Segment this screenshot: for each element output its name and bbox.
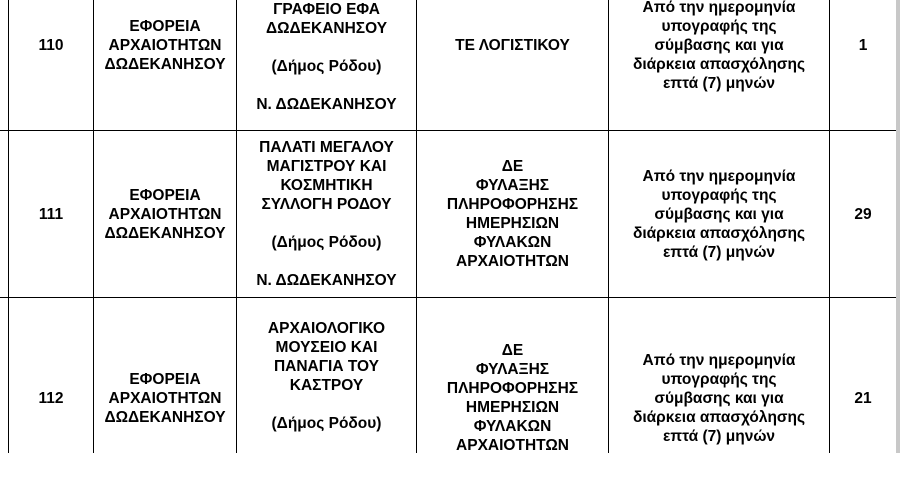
row-number-cell (9, 131, 93, 297)
duration-line: διάρκεια απασχόλησης (632, 224, 806, 242)
duration-line: διάρκεια απασχόλησης (632, 55, 806, 73)
prefecture: Ν. ΔΩΔΕΚΑΝΗΣΟΥ (256, 96, 397, 113)
specialty-line: ΦΥΛΑΚΩΝ (473, 234, 552, 251)
service-line: ΑΡΧΑΙΟΤΗΤΩΝ (108, 389, 222, 407)
duration-line: σύμβασης και για (654, 205, 784, 223)
location-line: ΠΑΝΑΓΙΑ ΤΟΥ (273, 358, 380, 375)
duration-line: υπογραφής της (661, 370, 777, 388)
municipality: (Δήμος Ρόδου) (271, 58, 382, 75)
specialty-cell (417, 0, 608, 130)
service-cell (94, 131, 236, 297)
duration-line: διάρκεια απασχόλησης (632, 408, 806, 426)
duration-line: επτά (7) μηνών (662, 74, 776, 92)
service-line: ΑΡΧΑΙΟΤΗΤΩΝ (108, 205, 222, 223)
prefecture: Ν. ΔΩΔΕΚΑΝΗΣΟΥ (256, 272, 397, 289)
specialty-line: ΦΥΛΑΞΗΣ (475, 361, 550, 378)
service-line: ΕΦΟΡΕΙΑ (129, 370, 201, 388)
specialty-line: ΦΥΛΑΚΩΝ (473, 418, 552, 435)
duration-cell (609, 298, 829, 498)
location-cell (237, 319, 416, 439)
duration-line: σύμβασης και για (654, 36, 784, 54)
location-cell (237, 131, 416, 297)
municipality: (Δήμος Ρόδου) (271, 234, 382, 251)
duration-line: Από την ημερομηνία (642, 351, 796, 369)
location-line: ΠΑΛΑΤΙ ΜΕΓΑΛΟΥ (259, 139, 394, 156)
duration-cell (609, 0, 829, 130)
municipality: (Δήμος Ρόδου) (271, 415, 382, 432)
specialty-line: ΑΡΧΑΙΟΤΗΤΩΝ (456, 253, 569, 270)
location-line: ΑΡΧΑΙΟΛΟΓΙΚΟ (267, 320, 386, 337)
duration-line: επτά (7) μηνών (662, 427, 776, 445)
duration-line: Από την ημερομηνία (642, 167, 796, 185)
row-number: 110 (38, 36, 64, 54)
service-cell (94, 0, 236, 130)
service-line: ΑΡΧΑΙΟΤΗΤΩΝ (108, 36, 222, 54)
specialty-cell (417, 131, 608, 297)
duration-cell (609, 131, 829, 297)
specialty-line: ΠΛΗΡΟΦΟΡΗΣΗΣ (446, 380, 579, 397)
specialty-cell (417, 298, 608, 498)
service-line: ΔΩΔΕΚΑΝΗΣΟΥ (104, 408, 226, 426)
service-line: ΕΦΟΡΕΙΑ (129, 17, 201, 35)
row-number: 112 (38, 389, 64, 407)
count-cell (830, 0, 896, 130)
location-line: ΜΟΥΣΕΙΟ ΚΑΙ (275, 339, 378, 356)
row-number-cell (9, 0, 93, 130)
specialty-line: ΤΕ ΛΟΓΙΣΤΙΚΟΥ (455, 36, 570, 54)
duration-line: υπογραφής της (661, 17, 777, 35)
location-cell (237, 0, 416, 130)
location-line: ΜΑΓΙΣΤΡΟΥ ΚΑΙ (266, 158, 387, 175)
position-count: 29 (854, 205, 872, 223)
location-line: ΣΥΛΛΟΓΗ ΡΟΔΟΥ (261, 196, 392, 213)
specialty-line: ΦΥΛΑΞΗΣ (475, 177, 550, 194)
position-count: 1 (858, 36, 868, 54)
count-cell (830, 298, 896, 498)
duration-line: Από την ημερομηνία (642, 0, 796, 16)
page-edge (896, 0, 900, 453)
service-line: ΔΩΔΕΚΑΝΗΣΟΥ (104, 224, 226, 242)
duration-line: επτά (7) μηνών (662, 243, 776, 261)
service-line: ΕΦΟΡΕΙΑ (129, 186, 201, 204)
location-line: ΓΡΑΦΕΙΟ ΕΦΑ (273, 1, 380, 18)
duration-line: σύμβασης και για (654, 389, 784, 407)
service-line: ΔΩΔΕΚΑΝΗΣΟΥ (104, 55, 226, 73)
service-cell (94, 298, 236, 498)
count-cell (830, 131, 896, 297)
location-line: ΔΩΔΕΚΑΝΗΣΟΥ (265, 20, 388, 37)
specialty-line: ΗΜΕΡΗΣΙΩΝ (465, 215, 560, 232)
specialty-line: ΔΕ (501, 158, 524, 175)
location-line: ΚΟΣΜΗΤΙΚΗ (280, 177, 373, 194)
specialty-line: ΠΛΗΡΟΦΟΡΗΣΗΣ (446, 196, 579, 213)
location-line: ΚΑΣΤΡΟΥ (289, 377, 364, 394)
specialty-line: ΔΕ (501, 342, 524, 359)
specialty-line: ΗΜΕΡΗΣΙΩΝ (465, 399, 560, 416)
row-number: 111 (38, 205, 64, 223)
specialty-line: ΑΡΧΑΙΟΤΗΤΩΝ (456, 437, 569, 454)
position-count: 21 (854, 389, 872, 407)
row-number-cell (9, 298, 93, 498)
duration-line: υπογραφής της (661, 186, 777, 204)
